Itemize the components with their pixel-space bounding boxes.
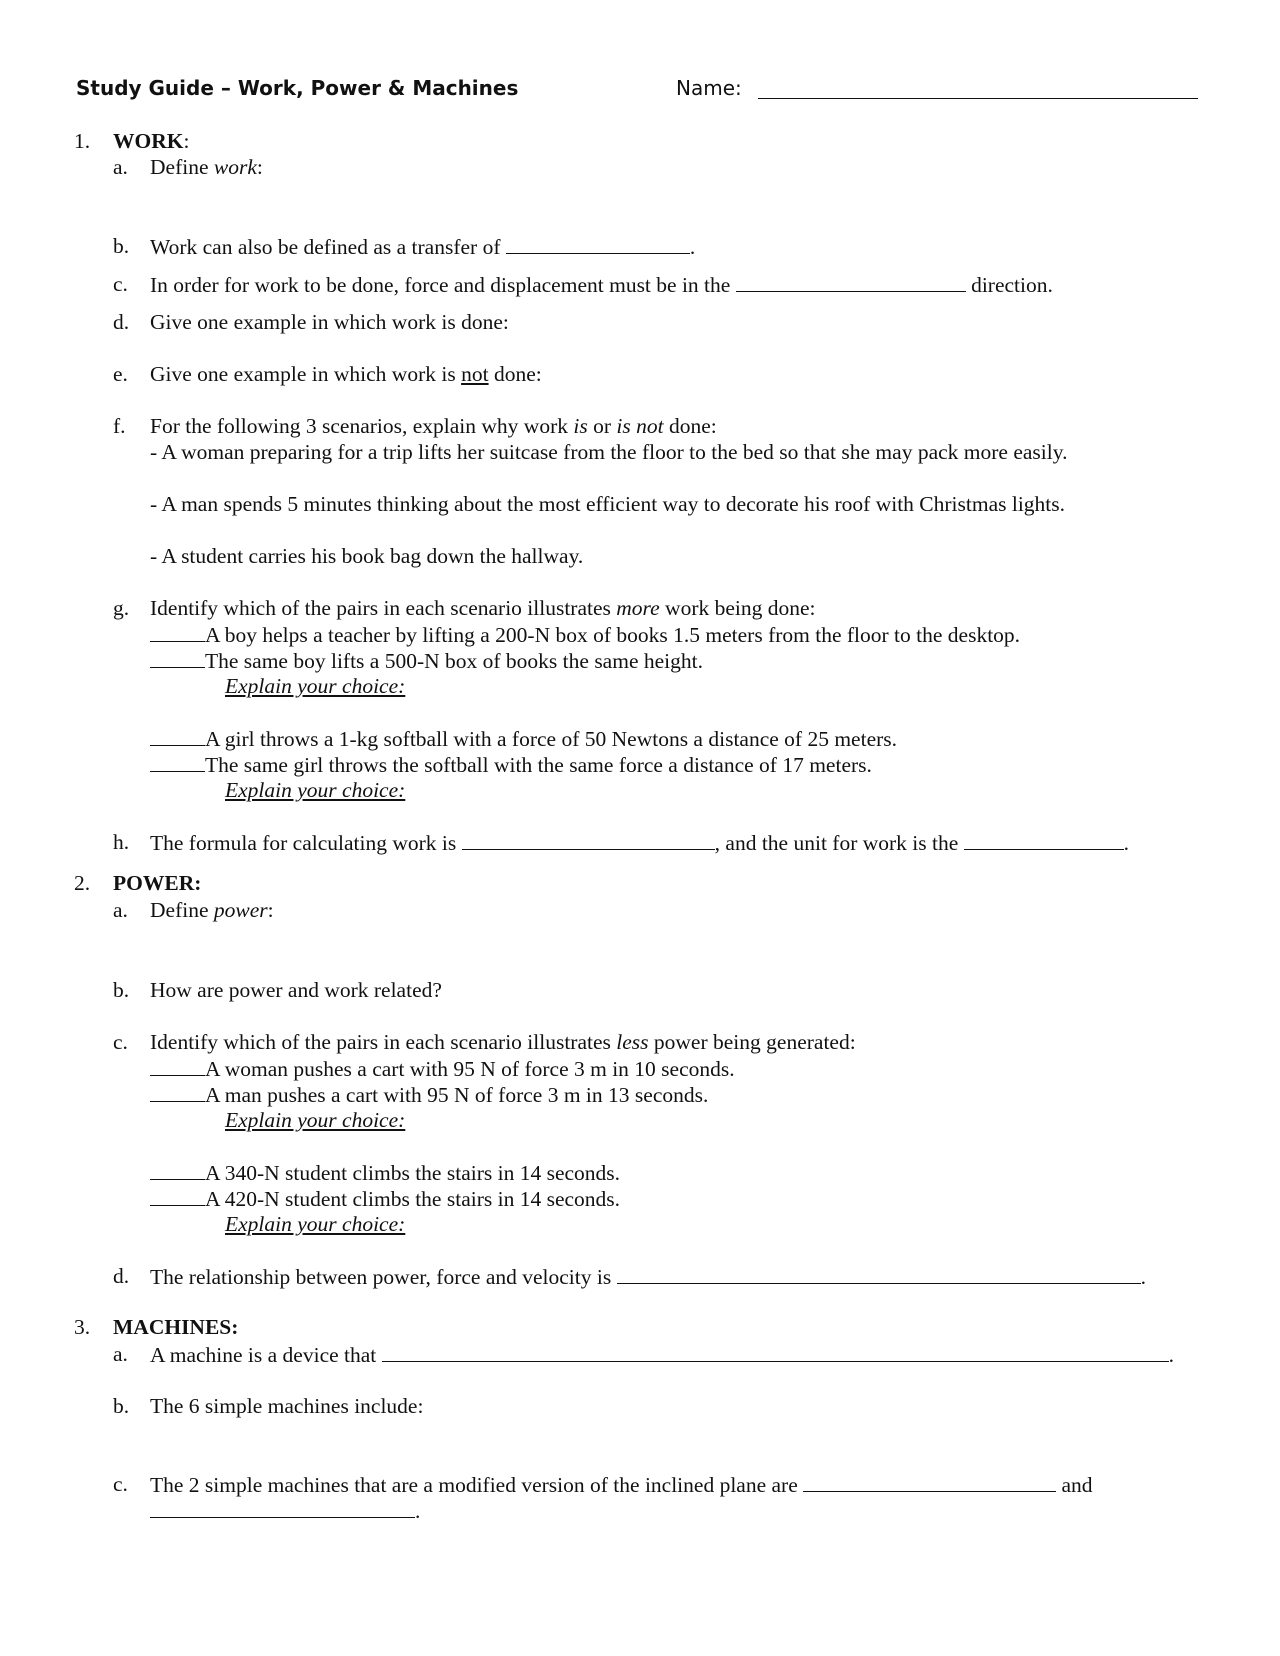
q1g-text — [150, 598, 816, 620]
q3c-prompt: The 2 simple machines that are a modified version of the inclined plane are — [150, 1473, 804, 1497]
q1g-pair1-b — [150, 650, 703, 673]
q1f-scenario-1: - A woman preparing for a trip lifts her suitcase from the floor to the bed so that she may pack more easily. — [150, 440, 1068, 464]
q1a-text — [150, 157, 263, 179]
q3c-label: c. — [113, 1472, 128, 1496]
q1f-is: is — [573, 414, 588, 438]
q1d-text: Give one example in which work is done: — [150, 310, 509, 334]
q3a-text — [150, 1344, 1174, 1367]
q2c-pair1-a — [150, 1058, 735, 1081]
q2a-post: : — [267, 898, 274, 922]
q1g-pair2-b — [150, 754, 872, 777]
q3c-blank-1[interactable] — [803, 1474, 1056, 1492]
section-1-number: 1. — [74, 129, 91, 153]
q2c-explain-2 — [225, 1214, 405, 1236]
q1g-more: more — [616, 596, 660, 620]
q2b-label: b. — [113, 978, 130, 1002]
q1g-pair1-b-text: The same boy lifts a 500-N box of books the same height. — [205, 649, 703, 673]
q1e-label: e. — [113, 362, 128, 386]
q1h-label: h. — [113, 830, 130, 854]
q2c-pair2-a — [150, 1162, 620, 1185]
q1c-end: direction. — [965, 273, 1053, 297]
section-1-colon: : — [183, 129, 190, 153]
section-1-title: WORK — [113, 129, 184, 153]
q2c-pair2-b-blank[interactable] — [150, 1188, 205, 1206]
q2c-explain-2-text: Explain your choice: — [225, 1212, 406, 1236]
q1g-pair2-b-blank[interactable] — [150, 754, 205, 772]
q2c-pair1-b — [150, 1084, 708, 1107]
q1a-pre: Define — [150, 155, 214, 179]
q1c-label: c. — [113, 272, 128, 296]
q1f-label: f. — [113, 414, 126, 438]
q3b-label: b. — [113, 1394, 130, 1418]
q1h-mid: , and the unit for work is the — [714, 831, 964, 855]
q2c-less: less — [616, 1030, 649, 1054]
q2d-end: . — [1140, 1265, 1146, 1289]
q1g-pair1-b-blank[interactable] — [150, 650, 205, 668]
q1g-pair2-a — [150, 728, 897, 751]
q1g-pair1-a-text: A boy helps a teacher by lifting a 200-N box of books 1.5 meters from the floor to the desktop. — [205, 623, 1021, 647]
q2c-explain-1 — [225, 1110, 405, 1132]
section-2-number: 2. — [74, 871, 91, 895]
q1c-text — [150, 274, 1053, 297]
q1a-post: : — [256, 155, 263, 179]
q1e-pre: Give one example in which work is — [150, 362, 462, 386]
q2c-explain-1-text: Explain your choice: — [225, 1108, 406, 1132]
q1g-post: work being done: — [659, 596, 816, 620]
q1h-unit-blank[interactable] — [964, 832, 1124, 850]
q1g-label: g. — [113, 596, 130, 620]
q1e-text — [150, 364, 542, 386]
q3c-line-2 — [150, 1500, 420, 1523]
q2a-label: a. — [113, 898, 128, 922]
q1g-pair2-a-text: A girl throws a 1-kg softball with a force of 50 Newtons a distance of 25 meters. — [205, 727, 898, 751]
q3c-end: . — [415, 1499, 421, 1523]
q1c-blank[interactable] — [736, 274, 966, 292]
q1f-text — [150, 416, 717, 438]
q2c-pair2-b — [150, 1188, 620, 1211]
q3a-prompt: A machine is a device that — [150, 1343, 382, 1367]
q3a-blank[interactable] — [382, 1344, 1169, 1362]
q3a-label: a. — [113, 1342, 128, 1366]
q1f-or: or — [587, 414, 617, 438]
q1h-formula-blank[interactable] — [462, 832, 715, 850]
name-field[interactable] — [758, 98, 1198, 99]
q2c-label: c. — [113, 1030, 128, 1054]
q3b-text: The 6 simple machines include: — [150, 1394, 424, 1418]
q2c-post: power being generated: — [648, 1030, 856, 1054]
q2d-text — [150, 1266, 1146, 1289]
q1c-prompt: In order for work to be done, force and displacement must be in the — [150, 273, 736, 297]
section-2-title: POWER: — [113, 871, 202, 895]
q2c-pair1-a-text: A woman pushes a cart with 95 N of force 3 m in 10 seconds. — [205, 1057, 735, 1081]
q1g-pair2-b-text: The same girl throws the softball with the same force a distance of 17 meters. — [205, 753, 872, 777]
q1g-pair2-a-blank[interactable] — [150, 728, 205, 746]
section-3-title: MACHINES: — [113, 1315, 239, 1339]
q1h-text — [150, 832, 1129, 855]
name-label: Name: — [676, 76, 742, 100]
q1b-text — [150, 236, 695, 259]
q3a-end: . — [1168, 1343, 1175, 1367]
q1d-label: d. — [113, 310, 130, 334]
q2d-label: d. — [113, 1264, 130, 1288]
q1b-blank[interactable] — [506, 236, 690, 254]
q2c-pair1-b-text: A man pushes a cart with 95 N of force 3 m in 13 seconds. — [205, 1083, 709, 1107]
q2a-text — [150, 900, 274, 922]
q1f-pre: For the following 3 scenarios, explain why work — [150, 414, 574, 438]
q2c-pair2-a-blank[interactable] — [150, 1162, 205, 1180]
q1g-explain-2 — [225, 780, 405, 802]
q1a-label: a. — [113, 155, 128, 179]
q2c-pair2-a-text: A 340-N student climbs the stairs in 14 seconds. — [205, 1161, 621, 1185]
q2d-prompt: The relationship between power, force and velocity is — [150, 1265, 617, 1289]
q1g-pair1-a — [150, 624, 1020, 647]
q1f-is-not: is not — [616, 414, 664, 438]
q2c-pair1-b-blank[interactable] — [150, 1084, 205, 1102]
q1g-explain-1-text: Explain your choice: — [225, 674, 406, 698]
q2c-pair2-b-text: A 420-N student climbs the stairs in 14 seconds. — [205, 1187, 621, 1211]
q2a-term: power — [213, 898, 268, 922]
q2a-pre: Define — [150, 898, 214, 922]
q3c-blank-2[interactable] — [150, 1500, 415, 1518]
q2c-pair1-a-blank[interactable] — [150, 1058, 205, 1076]
q1b-label: b. — [113, 234, 130, 258]
q3c-text — [150, 1474, 1093, 1497]
q1h-pre: The formula for calculating work is — [150, 831, 462, 855]
section-1-heading — [113, 131, 189, 153]
q1b-prompt: Work can also be defined as a transfer of — [150, 235, 506, 259]
q1h-end: . — [1123, 831, 1130, 855]
q2c-pre: Identify which of the pairs in each scenario illustrates — [150, 1030, 617, 1054]
q2b-text: How are power and work related? — [150, 978, 442, 1002]
q1e-post: done: — [488, 362, 542, 386]
q1g-pair1-a-blank[interactable] — [150, 624, 205, 642]
q1b-end: . — [689, 235, 696, 259]
q2d-blank[interactable] — [617, 1266, 1141, 1284]
q1f-post: done: — [663, 414, 717, 438]
q2c-text — [150, 1032, 856, 1054]
q1f-scenario-2: - A man spends 5 minutes thinking about the most efficient way to decorate his roof with Christmas lights. — [150, 492, 1066, 516]
q1g-explain-1 — [225, 676, 405, 698]
q1e-not: not — [461, 362, 489, 386]
q1g-explain-2-text: Explain your choice: — [225, 778, 406, 802]
q1a-term: work — [213, 155, 257, 179]
q1g-pre: Identify which of the pairs in each scenario illustrates — [150, 596, 617, 620]
section-3-number: 3. — [74, 1315, 91, 1339]
q3c-and: and — [1056, 1473, 1093, 1497]
document-title: Study Guide – Work, Power & Machines — [76, 76, 519, 100]
q1f-scenario-3: - A student carries his book bag down the hallway. — [150, 544, 584, 568]
